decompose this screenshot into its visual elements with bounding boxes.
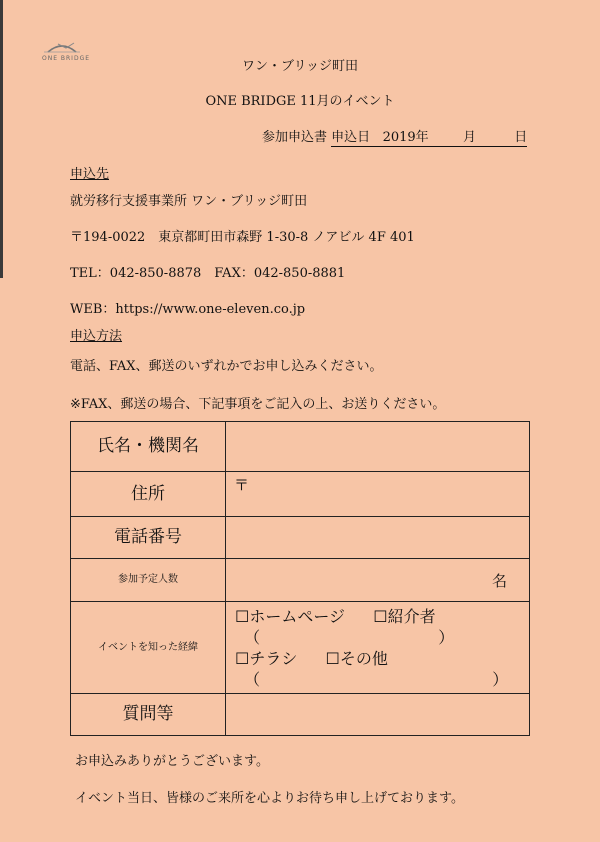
- recipient-address: 〒194-0022 東京都町田市森野 1-30-8 ノアビル 4F 401: [70, 230, 415, 245]
- bridge-logo-icon: [36, 38, 96, 56]
- application-form-table: [70, 421, 530, 736]
- referrer-paren-open: （: [244, 627, 261, 647]
- document-subtitle: ONE BRIDGE 11月のイベント: [205, 94, 395, 109]
- referrer-paren-close: ）: [438, 627, 455, 647]
- other-paren-open: （: [244, 669, 261, 689]
- questions-field[interactable]: [226, 694, 530, 736]
- footer-closing: イベント当日、皆様のご来所を心よりお待ち申し上げております。: [75, 791, 464, 806]
- referrer-checkbox[interactable]: ☐紹介者: [373, 606, 436, 626]
- other-checkbox[interactable]: ☐その他: [325, 648, 388, 668]
- form-row-questions: [71, 694, 530, 736]
- other-paren-close: ）: [492, 669, 509, 689]
- attendees-field[interactable]: [226, 559, 530, 602]
- application-date-field: [331, 130, 527, 147]
- left-margin-rule: [0, 0, 3, 278]
- form-row-attendees: [71, 559, 530, 602]
- phone-field[interactable]: [226, 517, 530, 559]
- questions-label: 質問等: [71, 694, 226, 736]
- date-day: 日: [514, 130, 528, 145]
- recipient-tel-fax: TEL：042-850-8878 FAX：042-850-8881: [70, 266, 346, 281]
- name-label: 氏名・機関名: [71, 422, 226, 472]
- document-title: ワン・ブリッジ町田: [242, 59, 358, 74]
- footer-thanks: お申込みありがとうございます。: [75, 754, 269, 769]
- flyer-checkbox[interactable]: ☐チラシ: [235, 648, 298, 668]
- address-label: 住所: [71, 472, 226, 517]
- recipient-web: WEB：https://www.one-eleven.co.jp: [70, 302, 306, 317]
- application-line: [262, 126, 527, 145]
- form-row-address: [71, 472, 530, 517]
- address-field[interactable]: [226, 472, 530, 517]
- recipient-heading: 申込先: [70, 167, 110, 182]
- method-line-1: 電話、FAX、郵送のいずれかでお申し込みください。: [70, 359, 383, 374]
- homepage-checkbox[interactable]: ☐ホームページ: [235, 606, 346, 626]
- logo-text: ONE BRIDGE: [41, 55, 91, 62]
- method-line-2: ※FAX、郵送の場合、下記事項をご記入の上、お送りください。: [70, 397, 446, 412]
- source-field: [226, 602, 530, 694]
- attendees-unit: 名: [491, 572, 507, 590]
- recipient-org: 就労移行支援事業所 ワン・ブリッジ町田: [70, 194, 308, 209]
- date-month: 月: [462, 130, 476, 145]
- postal-mark: 〒: [234, 476, 250, 494]
- form-row-name: [71, 422, 530, 472]
- method-heading: 申込方法: [70, 329, 123, 344]
- name-field[interactable]: [226, 422, 530, 472]
- form-row-phone: [71, 517, 530, 559]
- source-label: イベントを知った経緯: [71, 602, 226, 694]
- attendees-label: 参加予定人数: [71, 559, 226, 602]
- application-form-label: 参加申込書: [262, 130, 328, 145]
- date-year: 2019年: [382, 130, 429, 145]
- phone-label: 電話番号: [71, 517, 226, 559]
- form-row-source: [71, 602, 530, 694]
- date-label: 申込日: [331, 130, 371, 145]
